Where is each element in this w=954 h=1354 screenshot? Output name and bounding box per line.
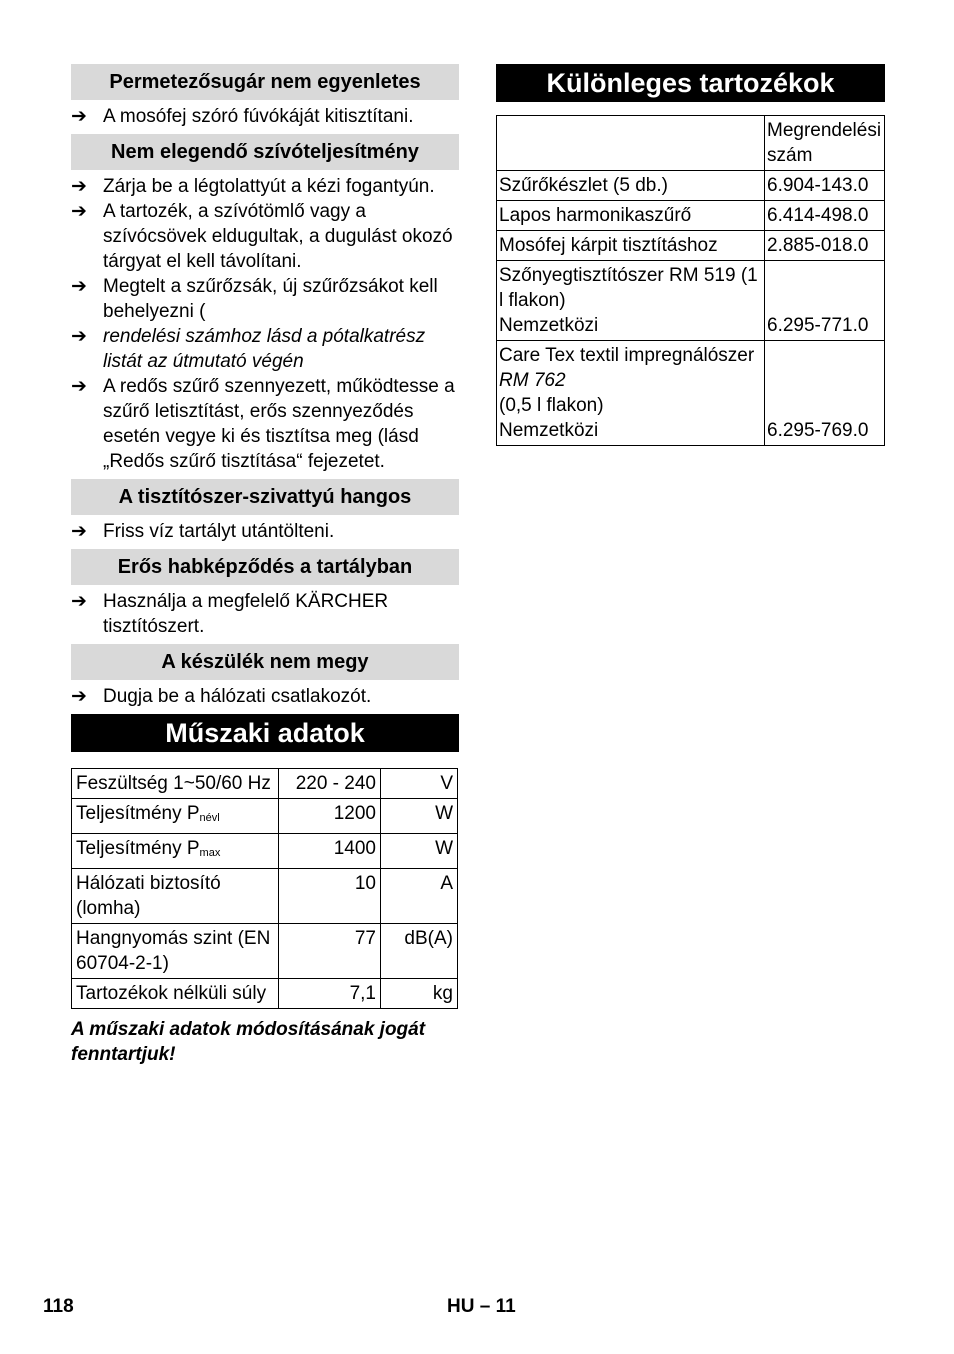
spec-label-text: Hálózati biztosító (lomha) (76, 873, 221, 919)
spec-unit: W (381, 834, 458, 869)
spec-label-text: Tartozékok nélküli súly (76, 983, 267, 1004)
spec-unit: V (381, 769, 458, 799)
accessory-name-line: Nemzetközi (499, 420, 599, 441)
spec-label (72, 834, 279, 869)
tech-data-note: A műszaki adatok módosításának jogát fenntartjuk! (71, 1019, 426, 1065)
arrow-right-icon: ➔ (71, 326, 87, 347)
accessories-header-empty (497, 116, 765, 171)
spec-label-subscript: max (199, 847, 221, 859)
list-item (71, 199, 459, 274)
list-item-text: Használja a megfelelő KÄRCHER tisztítószert. (103, 591, 389, 637)
accessories-header-row (497, 116, 885, 171)
arrow-right-icon: ➔ (71, 686, 87, 707)
table-row (72, 799, 458, 834)
table-row (497, 261, 885, 341)
table-row (497, 341, 885, 446)
troubleshooting-list (71, 684, 459, 709)
accessory-name-line: Szűrőkészlet (5 db.) (499, 175, 668, 196)
spec-label-text: Teljesítmény P (76, 838, 200, 859)
arrow-right-icon: ➔ (71, 201, 87, 222)
spec-unit: dB(A) (381, 924, 458, 979)
list-item-text: A redős szűrő szennyezett, működtesse a szűrő letisztítást, erős szennyeződés esetén vegye ki és tisztítsa meg (lásd „Redős szűrő tisztítása“ fejezetet. (103, 376, 455, 472)
list-item (71, 589, 459, 639)
accessory-name-line: Mosófej kárpit tisztításhoz (499, 235, 718, 256)
troubleshooting-sections (71, 64, 459, 709)
list-item-text: Megtelt a szűrőzsák, új szűrőzsákot kell behelyezni ( (103, 276, 438, 322)
spec-label-text: Feszültség 1~50/60 Hz (76, 773, 271, 794)
accessories-header-order-no: Megrendelési szám (765, 116, 885, 171)
table-row (497, 171, 885, 201)
arrow-right-icon: ➔ (71, 591, 87, 612)
list-item (71, 174, 459, 199)
arrow-right-icon: ➔ (71, 521, 87, 542)
section-label: HU – 11 (447, 1296, 516, 1317)
arrow-right-icon: ➔ (71, 276, 87, 297)
spec-label-text: Teljesítmény P (76, 803, 200, 824)
accessory-name (497, 171, 765, 201)
troubleshooting-list (71, 174, 459, 474)
accessory-name-line: Care Tex textil impregnálószer (499, 345, 755, 366)
spec-label-text: Hangnyomás szint (EN 60704-2-1) (76, 928, 271, 974)
troubleshooting-list (71, 104, 459, 129)
table-row (72, 924, 458, 979)
troubleshooting-heading: Permetezősugár nem egyenletes (71, 64, 459, 100)
table-row (72, 769, 458, 799)
spec-label (72, 869, 279, 924)
accessory-order-no: 6.904-143.0 (765, 171, 885, 201)
accessory-order-no: 6.414-498.0 (765, 201, 885, 231)
spec-label (72, 799, 279, 834)
troubleshooting-heading: Erős habképződés a tartályban (71, 549, 459, 585)
list-item-text: rendelési számhoz lásd a pótalkatrész listát az útmutató végén (103, 326, 426, 372)
arrow-right-icon: ➔ (71, 176, 87, 197)
tech-data-table (71, 768, 458, 1009)
accessory-name-line: Nemzetközi (499, 315, 599, 336)
spec-value: 1200 (279, 799, 381, 834)
spec-value: 220 - 240 (279, 769, 381, 799)
accessories-table (496, 115, 885, 446)
table-row (72, 979, 458, 1009)
troubleshooting-heading: A tisztítószer-szivattyú hangos (71, 479, 459, 515)
troubleshooting-heading: Nem elegendő szívóteljesítmény (71, 134, 459, 170)
right-column (496, 64, 885, 446)
accessory-name (497, 261, 765, 341)
accessory-name-line: Lapos harmonikaszűrő (499, 205, 692, 226)
page-number: 118 (43, 1296, 74, 1317)
troubleshooting-heading: A készülék nem megy (71, 644, 459, 680)
accessory-name-line: (0,5 l flakon) (499, 395, 604, 416)
table-row (72, 834, 458, 869)
list-item-text: A mosófej szóró fúvókáját kitisztítani. (103, 106, 414, 127)
spec-unit: kg (381, 979, 458, 1009)
table-row (497, 231, 885, 261)
spec-unit: W (381, 799, 458, 834)
spec-unit: A (381, 869, 458, 924)
spec-value: 10 (279, 869, 381, 924)
spec-label (72, 979, 279, 1009)
accessory-name-line: RM 762 (499, 370, 566, 391)
list-item (71, 274, 459, 324)
list-item (71, 324, 459, 374)
accessory-name-line: Szőnyegtisztítószer RM 519 (1 l flakon) (499, 265, 758, 311)
accessory-name (497, 341, 765, 446)
list-item-text: A tartozék, a szívótömlő vagy a szívócsövek eldugultak, a dugulást okozó tárgyat el kell távolítani. (103, 201, 453, 272)
table-row (497, 201, 885, 231)
spec-value: 1400 (279, 834, 381, 869)
list-item-text: Dugja be a hálózati csatlakozót. (103, 686, 372, 707)
arrow-right-icon: ➔ (71, 106, 87, 127)
spec-value: 77 (279, 924, 381, 979)
list-item (71, 684, 459, 709)
spec-label (72, 924, 279, 979)
list-item-text: Friss víz tartályt utántölteni. (103, 521, 335, 542)
accessory-order-no: 6.295-771.0 (765, 261, 885, 341)
left-column (71, 64, 459, 1067)
arrow-right-icon: ➔ (71, 376, 87, 397)
list-item (71, 374, 459, 474)
list-item (71, 519, 459, 544)
accessory-order-no: 6.295-769.0 (765, 341, 885, 446)
table-row (72, 869, 458, 924)
tech-data-heading: Műszaki adatok (71, 714, 459, 752)
list-item (71, 104, 459, 129)
spec-value: 7,1 (279, 979, 381, 1009)
accessory-name (497, 201, 765, 231)
troubleshooting-list (71, 519, 459, 544)
spec-label-subscript: névl (199, 812, 220, 824)
troubleshooting-list (71, 589, 459, 639)
accessory-name (497, 231, 765, 261)
list-item-text: Zárja be a légtolattyút a kézi fogantyún. (103, 176, 435, 197)
spec-label (72, 769, 279, 799)
accessory-order-no: 2.885-018.0 (765, 231, 885, 261)
accessories-heading: Különleges tartozékok (496, 64, 885, 102)
